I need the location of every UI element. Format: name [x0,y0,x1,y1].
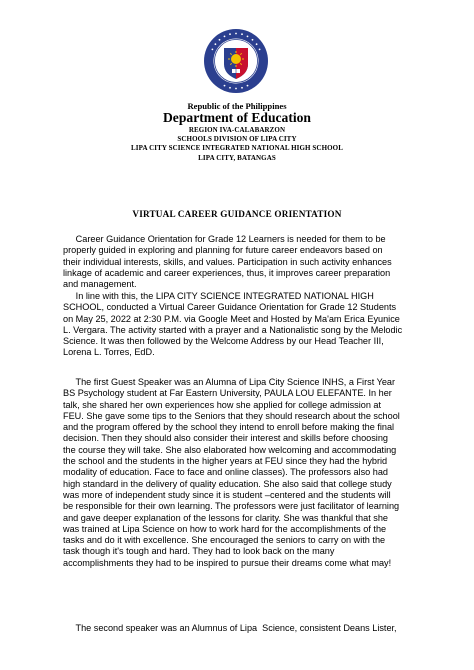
deped-seal-icon [203,28,269,94]
paragraph-line: on May 25, 2022 at 2:30 P.M. via Google Meet and Hosted by Ma'am Erica Eyunice [63,313,400,324]
region-heading: REGION IVA-CALABARZON [188,126,286,134]
republic-heading: Republic of the Philippines [187,101,287,111]
paragraph-line: FEU. She gave some tips to the Seniors that they should research about the school [63,410,400,421]
paragraph-line: the school and the students in the higher years at FEU since they had the hybrid [63,456,388,467]
paragraph-line: Lorena L. Torres, EdD. [63,347,155,358]
paragraph-line: The second speaker was an Alumnus of Lipa Science, consistent Deans Lister, [63,623,397,633]
paragraph-line: be responsible for their own learning. The professors were just facilitator of learning [63,501,400,512]
paragraph-3 [63,377,413,569]
paragraph-line: talk, she shared her own experiences how she applied for college admission at [63,399,382,410]
paragraph-line: linkage of academic and career experiences, thus, it improves career preparation [63,267,391,278]
department-heading: Department of Education [162,110,311,125]
paragraph-line: was more of independent study since it is student –centered and the students will [63,489,391,500]
paragraph-line: their individual interests, skills, and values. Participation in such activity enhances [63,256,392,267]
paragraph-line: was trained at Lipa Science on how to work hard for the accomplishments of the [63,523,387,534]
paragraph-line: and management. [63,279,137,290]
paragraph-line: the course they will take. She also elaborated how welcoming and accommodating [63,444,397,455]
paragraph-line: L. Vergara. The activity started with a prayer and a Nationalistic song by the Melodic [63,324,403,335]
division-heading: SCHOOLS DIVISION OF LIPA CITY [177,135,297,143]
paragraph-line: and gave deeper explanation of the lessons for clarity. She was thankful that she [63,512,388,523]
paragraph-line: and the program offered by the school they intend to enroll before making the final [63,422,395,433]
paragraph-4 [63,623,413,634]
document-title: VIRTUAL CAREER GUIDANCE ORIENTATION [132,209,342,219]
paragraph-1 [63,234,413,290]
paragraph-line: Career Guidance Orientation for Grade 12 Learners is needed for them to be [63,234,386,244]
paragraph-line: Science. It was then followed by the Welcome Address by our Head Teacher III, [63,336,384,347]
paragraph-line: decision. Then they should also consider their interest and skills before choosing [63,433,388,444]
paragraph-line: The first Guest Speaker was an Alumna of Lipa City Science INHS, a First Year [63,377,396,387]
paragraph-line: tasks and do it with excellence. She encouraged the seniors to carry on with the [63,535,386,546]
paragraph-2 [63,291,413,359]
paragraph-line: In line with this, the LIPA CITY SCIENCE INTEGRATED NATIONAL HIGH [63,291,374,301]
paragraph-line: high standard in the delivery of quality education. She also said that college study [63,478,392,489]
paragraph-line: task though it's tough and hard. They had to look back on the many [63,546,335,557]
city-heading: LIPA CITY, BATANGAS [198,154,276,162]
paragraph-line: modality of education. Face to face and online classes). The professors also had [63,467,388,478]
paragraph-line: SCHOOL, conducted a Virtual Career Guidance Orientation for Grade 12 Students [63,302,397,313]
paragraph-line: accomplishments they had to be inspired to pursue their dreams come what may! [63,557,392,568]
paragraph-line: BS Psychology student at Far Eastern University, PAULA LOU ELEFANTE. In her [63,388,392,399]
school-heading: LIPA CITY SCIENCE INTEGRATED NATIONAL HIGH SCHOOL [131,144,343,152]
paragraph-line: properly guided in exploring and planning for future career endeavors based on [63,245,383,256]
